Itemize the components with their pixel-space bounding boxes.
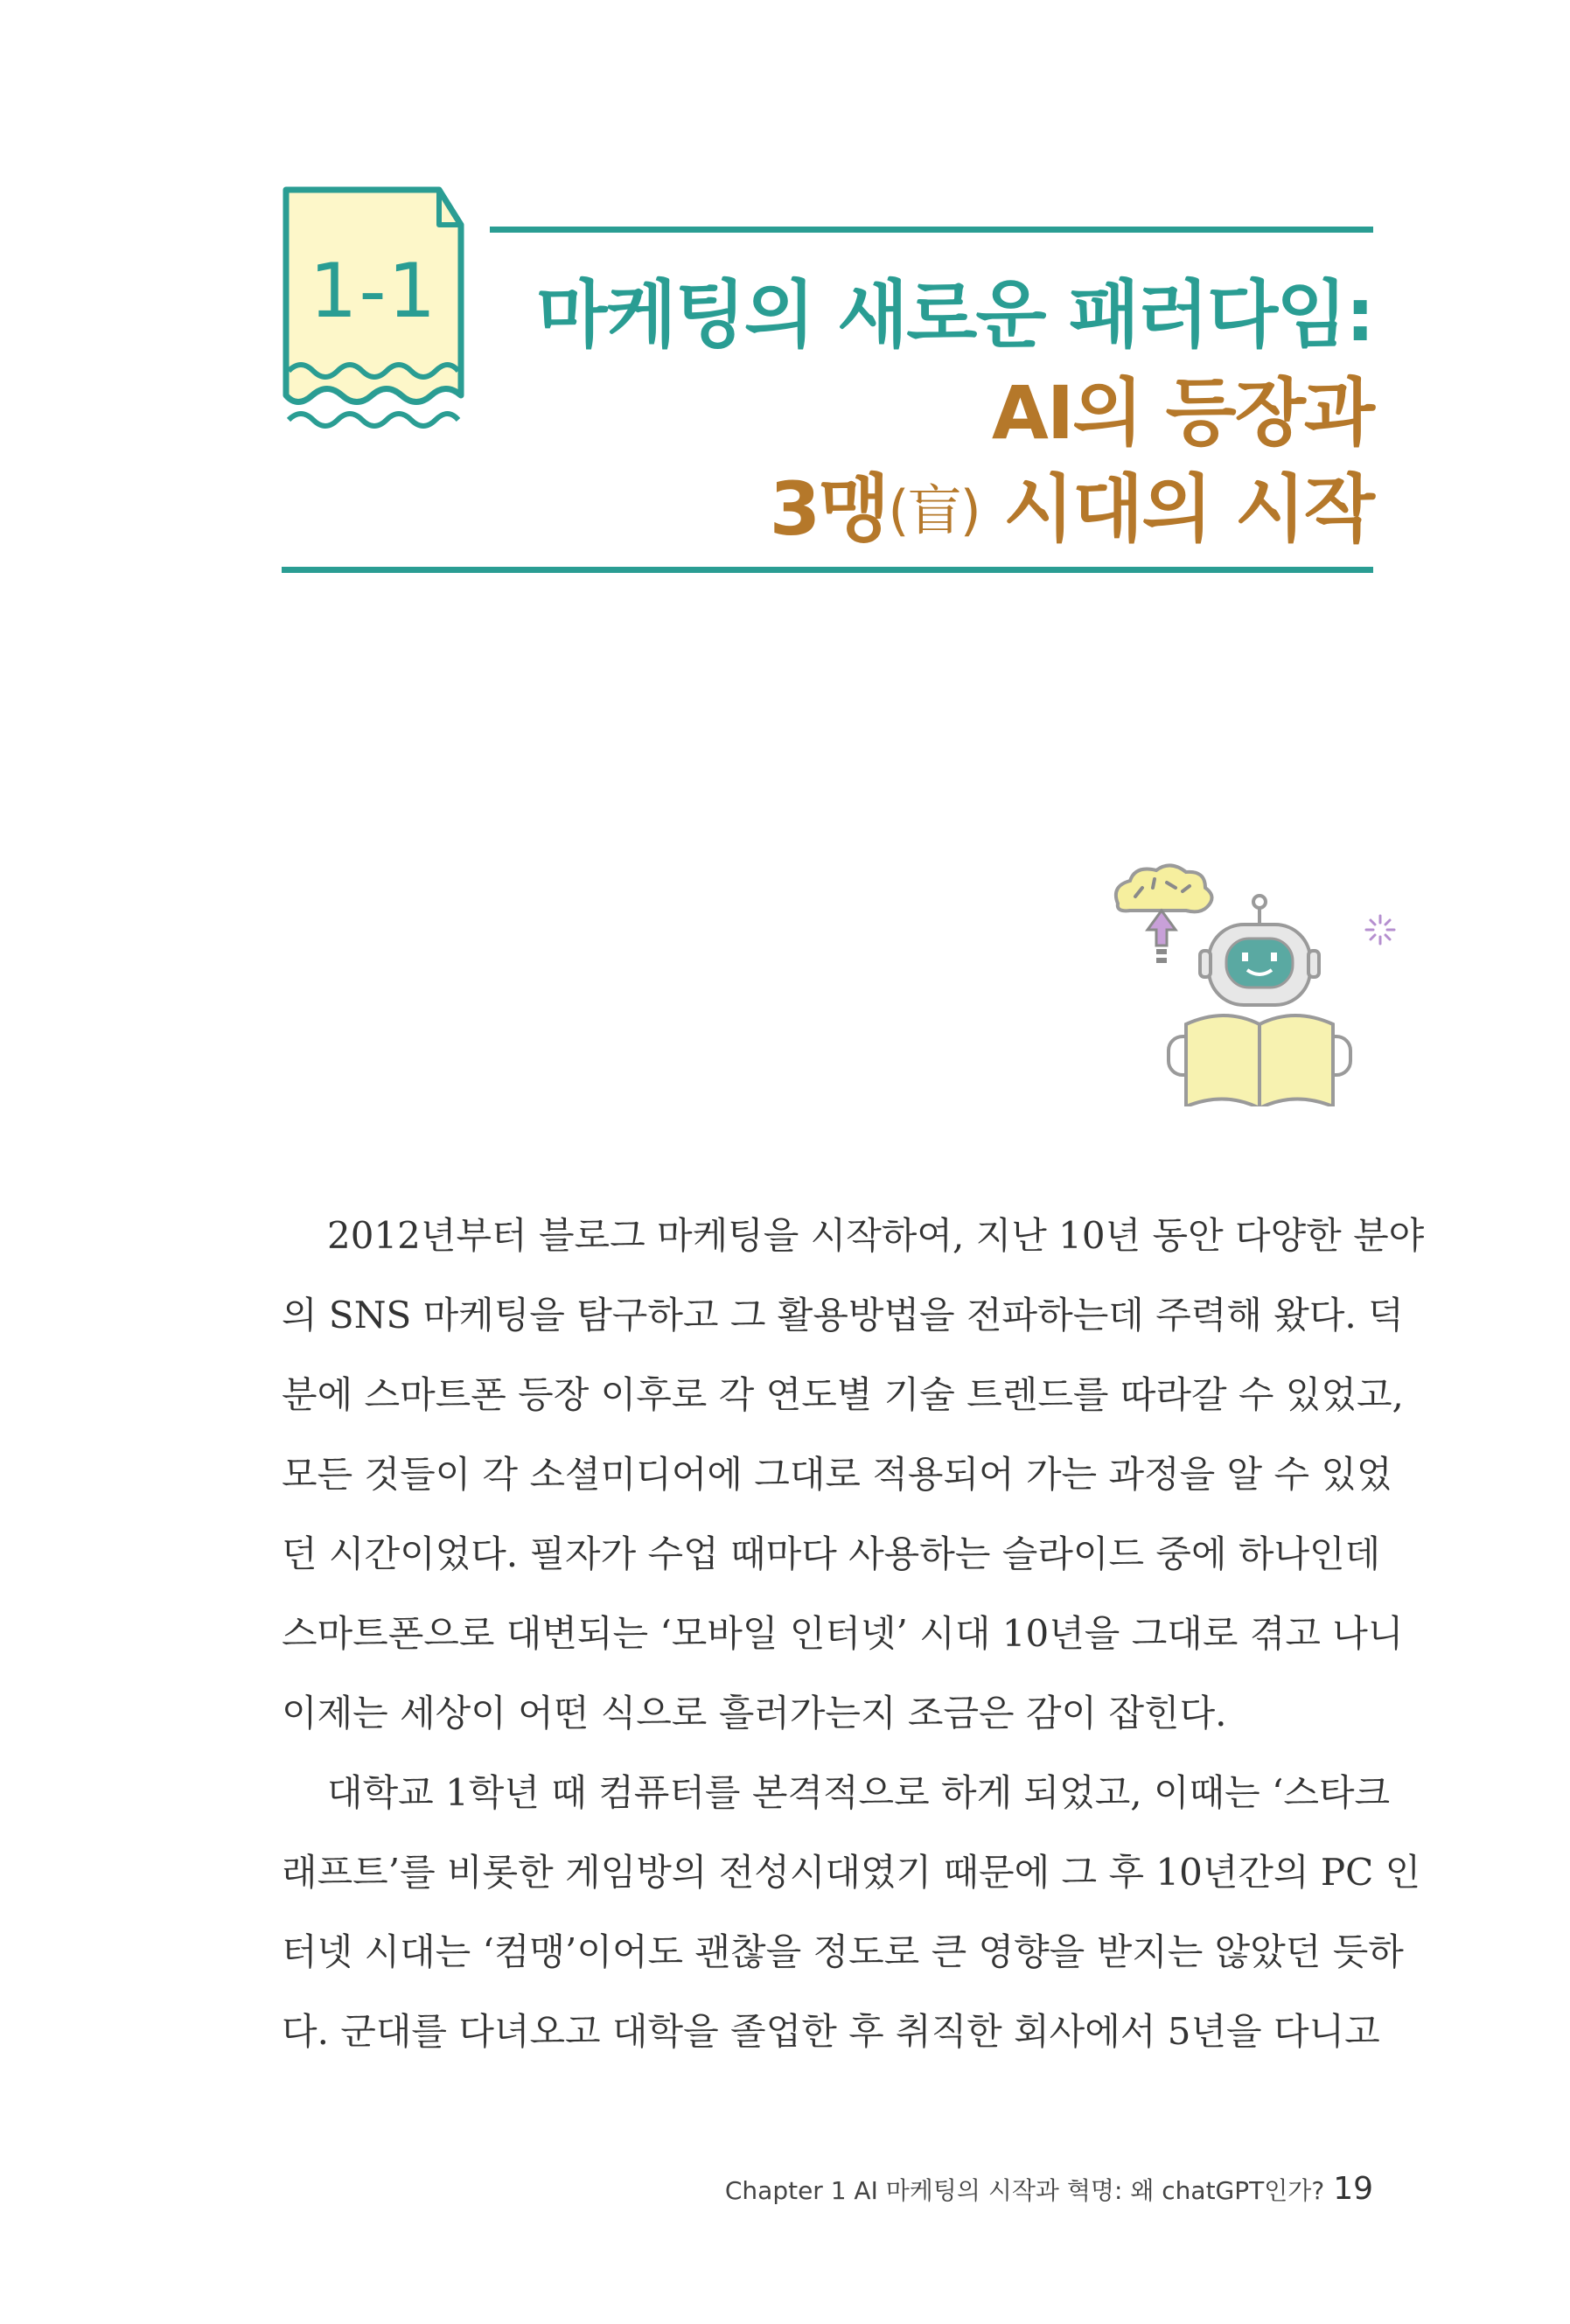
- body-line: 터넷 시대는 ‘컴맹’이어도 괜찮을 정도로 큰 영향을 받지는 않았던 듯하: [282, 1930, 1404, 1973]
- body-line: 래프트’를 비롯한 게임방의 전성시대였기 때문에 그 후 10년간의 PC 인: [282, 1851, 1421, 1894]
- title-hanja: (盲): [888, 478, 980, 542]
- body-line: 2012년부터 블로그 마케팅을 시작하여, 지난 10년 동안 다양한 분야: [327, 1214, 1425, 1257]
- robot-reading-book-icon: [1102, 862, 1408, 1106]
- body-line: 이제는 세상이 어떤 식으로 흘러가는지 조금은 감이 잡힌다.: [282, 1692, 1227, 1734]
- chapter-title-line-2: AI의 등장과: [991, 370, 1373, 456]
- header-rule-bottom: [282, 567, 1373, 573]
- title-line-3-pre: 3맹: [769, 466, 889, 552]
- body-line: 스마트폰으로 대변되는 ‘모바일 인터넷’ 시대 10년을 그대로 겪고 나니: [282, 1612, 1404, 1655]
- body-line: 분에 스마트폰 등장 이후로 각 연도별 기술 트렌드를 따라갈 수 있었고,: [282, 1373, 1404, 1416]
- header-rule-top: [490, 227, 1373, 233]
- title-line-3-post: 시대의 시작: [979, 466, 1373, 552]
- body-line: 대학교 1학년 때 컴퓨터를 본격적으로 하게 되었고, 이때는 ‘스타크: [327, 1771, 1391, 1814]
- page-number: 19: [1333, 2171, 1373, 2207]
- body-line: 의 SNS 마케팅을 탐구하고 그 활용방법을 전파하는데 주력해 왔다. 덕: [282, 1294, 1404, 1336]
- page-footer: [725, 2171, 1373, 2207]
- body-line: 던 시간이었다. 필자가 수업 때마다 사용하는 슬라이드 중에 하나인데: [282, 1532, 1381, 1575]
- section-number: 1-1: [309, 248, 438, 335]
- running-title: Chapter 1 AI 마케팅의 시작과 혁명: 왜 chatGPT인가?: [724, 2176, 1325, 2205]
- chapter-title-line-3: [769, 466, 1373, 552]
- body-text: [282, 1205, 1425, 2081]
- body-line: 모든 것들이 각 소셜미디어에 그대로 적용되어 가는 과정을 알 수 있었: [282, 1453, 1392, 1496]
- chapter-title-line-1: 마케팅의 새로운 패러다임:: [536, 272, 1373, 358]
- body-line: 다. 군대를 다녀오고 대학을 졸업한 후 취직한 회사에서 5년을 다니고: [282, 2010, 1380, 2053]
